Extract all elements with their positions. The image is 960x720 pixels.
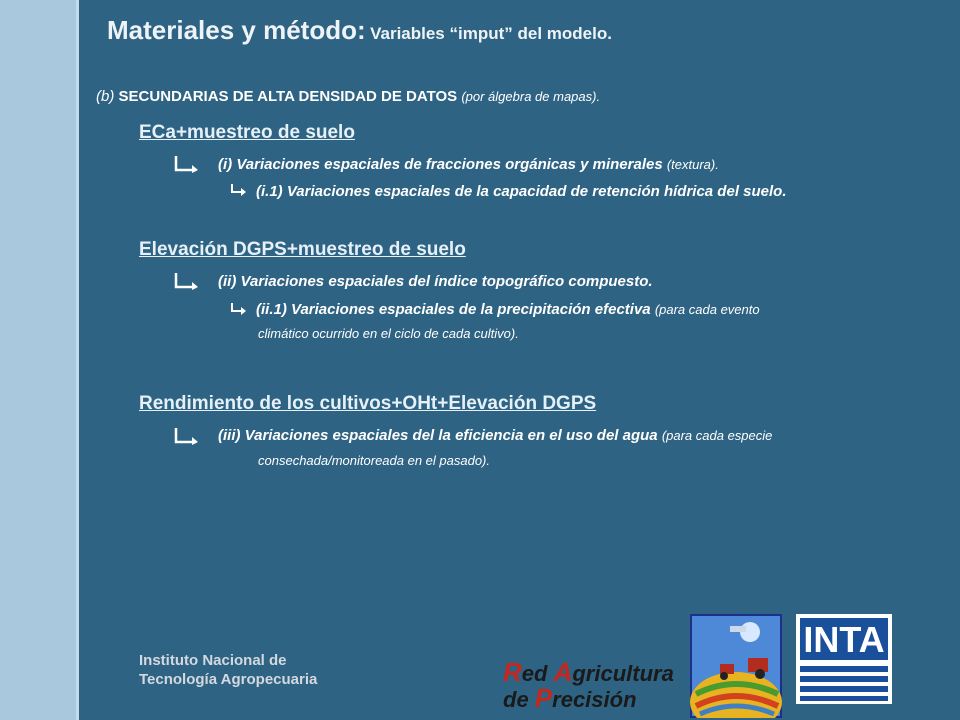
heading-elevacion: Elevación DGPS+muestreo de suelo — [139, 239, 466, 260]
institution-name — [139, 651, 317, 689]
elevacion-line-2-cont: climático ocurrido en el ciclo de cada cultivo). — [258, 326, 519, 341]
rap-text-gricultura: gricultura — [572, 661, 674, 686]
heading-rendimiento: Rendimiento de los cultivos+OHt+Elevación DGPS — [139, 393, 597, 414]
arrow-elbow-icon — [174, 155, 200, 173]
subtitle-prefix: (b) — [96, 88, 115, 105]
rendimiento-line-1-note: (para cada especie — [661, 428, 773, 443]
satellite-field-logo-icon — [690, 614, 782, 718]
eca-line-1-main: (i) Variaciones espaciales de fracciones orgánicas y minerales — [218, 156, 663, 173]
inta-logo-mark-icon — [796, 614, 892, 704]
rendimiento-line-1 — [218, 427, 772, 444]
inta-logo-text: INTA — [803, 619, 885, 660]
eca-line-1-note: (textura). — [666, 157, 719, 172]
eca-line-1 — [218, 156, 719, 173]
institution-line-2: Tecnología Agropecuaria — [139, 671, 318, 688]
slide-title — [107, 15, 612, 46]
left-decorative-bar — [0, 0, 76, 720]
arrow-elbow-icon — [174, 272, 200, 290]
inta-logo — [796, 614, 892, 704]
arrow-small-icon — [230, 302, 248, 316]
rap-letter-p: P — [534, 683, 553, 713]
rap-text-recision: recisión — [552, 687, 637, 712]
rap-text-de: de — [503, 687, 535, 712]
rendimiento-line-1-main: (iii) Variaciones espaciales del la eficiencia en el uso del agua — [218, 427, 658, 444]
institution-line-1: Instituto Nacional de — [139, 652, 287, 669]
arrow-elbow-icon — [174, 427, 200, 445]
title-main: Materiales y método: — [107, 15, 366, 45]
slide-background — [79, 0, 960, 720]
rap-logo — [503, 657, 674, 713]
slide-subtitle — [96, 88, 600, 105]
subtitle-main: SECUNDARIAS DE ALTA DENSIDAD DE DATOS — [118, 88, 458, 105]
title-sub: Variables “imput” del modelo. — [370, 24, 612, 43]
elevacion-line-1: (ii) Variaciones espaciales del índice topográfico compuesto. — [218, 273, 653, 290]
rap-letter-a: A — [553, 657, 573, 687]
heading-eca: ECa+muestreo de suelo — [139, 122, 355, 143]
elevacion-line-2-main: (ii.1) Variaciones espaciales de la precipitación efectiva — [256, 301, 651, 318]
rap-letter-r: R — [503, 657, 522, 687]
rap-text-ed: ed — [521, 661, 554, 686]
eca-line-2: (i.1) Variaciones espaciales de la capacidad de retención hídrica del suelo. — [256, 183, 787, 200]
rendimiento-line-1-cont: consechada/monitoreada en el pasado). — [258, 453, 490, 468]
elevacion-line-2-note: (para cada evento — [654, 302, 760, 317]
elevacion-line-2 — [256, 301, 760, 318]
arrow-small-icon — [230, 183, 248, 197]
subtitle-note: (por álgebra de mapas). — [461, 89, 601, 104]
